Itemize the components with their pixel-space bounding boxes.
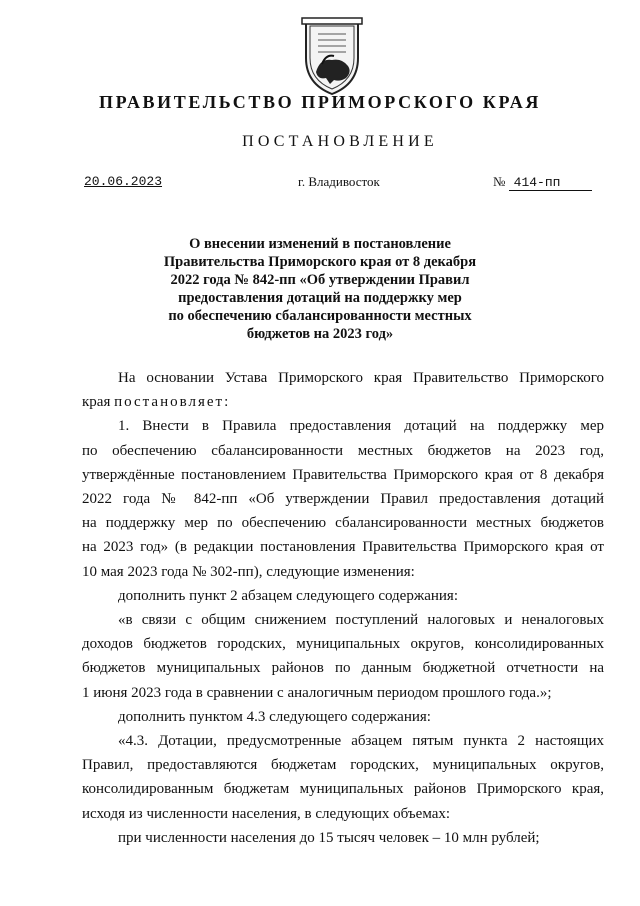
body-line: «в связи с общим снижением поступлений налоговых и неналоговых (118, 612, 604, 629)
number-sign: № (493, 174, 506, 189)
document-date: 20.06.2023 (84, 174, 163, 189)
title-line: О внесении изменений в постановление (189, 236, 451, 252)
document-city: г. Владивосток (298, 174, 380, 189)
body-line: края постановляет: (82, 394, 231, 411)
body-line: утверждённые постановлением Правительства Приморского края от 8 декабря (82, 466, 604, 483)
organization-name: ПРАВИТЕЛЬСТВО ПРИМОРСКОГО КРАЯ (99, 92, 541, 112)
body-line: бюджетов муниципальных районов по данным бюджетной отчетности на (82, 660, 604, 677)
body-line: по обеспечению сбалансированности местных бюджетов на 2023 год, (82, 442, 604, 459)
resolves-word: постановляет: (114, 394, 231, 411)
body-line: при численности населения до 15 тысяч человек – 10 млн рублей; (118, 829, 540, 846)
body-line: 1 июня 2023 года в сравнении с аналогичным периодом прошлого года.»; (82, 684, 552, 701)
title-line: 2022 года № 842-пп «Об утверждении Правил (170, 272, 470, 288)
document-number-field (493, 174, 592, 191)
body-line: доходов бюджетов городских, муниципальных округов, консолидированных (82, 636, 604, 653)
body-line: «4.3. Дотации, предусмотренные абзацем пятым пункта 2 настоящих (118, 733, 604, 750)
title-line: Правительства Приморского края от 8 декабря (163, 254, 477, 270)
title-line: по обеспечению сбалансированности местных (168, 308, 472, 324)
title-line: бюджетов на 2023 год» (246, 326, 394, 342)
coat-of-arms-emblem (296, 14, 368, 98)
title-line: предоставления дотаций на поддержку мер (178, 290, 462, 306)
body-line: дополнить пунктом 4.3 следующего содержания: (118, 708, 431, 725)
document-type: ПОСТАНОВЛЕНИЕ (242, 133, 438, 150)
body-line: консолидированным бюджетам муниципальных районов Приморского края, (82, 781, 604, 798)
document-title (100, 235, 540, 343)
document-body (82, 366, 604, 850)
document-number: 414-пп (509, 176, 592, 191)
body-line: дополнить пункт 2 абзацем следующего содержания: (118, 587, 458, 604)
body-line: 1. Внести в Правила предоставления дотаций на поддержку мер (118, 418, 604, 435)
body-line: на поддержку мер по обеспечению сбалансированности местных бюджетов (82, 515, 604, 532)
body-line: на 2023 год» (в редакции постановления Правительства Приморского края от (82, 539, 604, 556)
body-line: 10 мая 2023 года № 302-пп), следующие изменения: (82, 563, 415, 580)
body-line: 2022 года № 842-пп «Об утверждении Правил предоставления дотаций (82, 491, 604, 508)
body-line: На основании Устава Приморского края Правительство Приморского (118, 370, 604, 386)
body-line: Правил, предоставляются бюджетам городских, муниципальных округов, (82, 757, 604, 774)
body-line: исходя из численности населения, в следующих объемах: (82, 805, 451, 822)
